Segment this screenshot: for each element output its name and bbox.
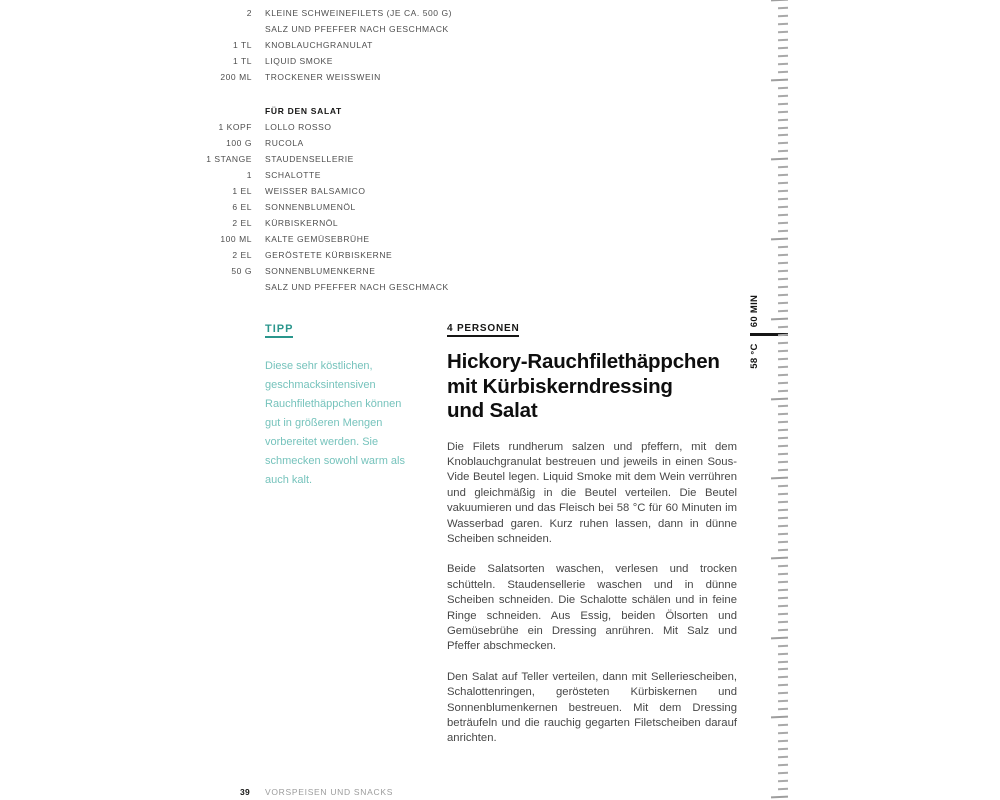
ruler-minor-tick	[778, 461, 788, 463]
ruler-minor-tick	[778, 493, 788, 495]
ruler-minor-tick	[778, 349, 788, 351]
ingredient-row	[130, 231, 460, 247]
instruction-paragraph: Den Salat auf Teller verteilen, dann mit Selleriescheiben, Schalottenringen, gerösteten Kürbiskernen und Sonnenblumenkernen bestreuen. Mit dem Dressing beträufeln und die rauchig gegarten Filetscheiben darauf anrichten.	[447, 670, 737, 745]
ingredient-name: KÜRBISKERNÖL	[265, 218, 339, 228]
ruler-minor-tick	[778, 142, 788, 144]
ruler-minor-tick	[778, 278, 788, 280]
ruler-major-tick	[771, 716, 788, 719]
ingredient-row	[130, 5, 460, 21]
ruler-minor-tick	[778, 286, 788, 288]
ruler-minor-tick	[778, 772, 788, 774]
ruler-minor-tick	[778, 589, 788, 591]
ingredient-quantity: 1 STANGE	[206, 154, 252, 164]
tip-text: Diese sehr köstlichen, geschmacksintensiven Rauchfilethäppchen können gut in größeren Mengen vorbereitet werden. Sie schmecken sowohl warm als auch kalt.	[265, 360, 405, 486]
tip-box	[265, 319, 417, 490]
ingredient-quantity: 1	[246, 170, 252, 180]
ruler-minor-tick	[778, 254, 788, 256]
ruler-minor-tick	[778, 469, 788, 471]
ruler-minor-tick	[778, 182, 788, 184]
ruler-minor-tick	[778, 437, 788, 439]
ruler-minor-tick	[778, 166, 788, 168]
ruler-minor-tick	[778, 668, 788, 670]
ingredient-quantity: 1 TL	[232, 56, 252, 66]
ingredient-group-header: FÜR DEN SALAT	[265, 106, 342, 116]
ingredient-name: STAUDENSELLERIE	[265, 154, 354, 164]
ruler-minor-tick	[778, 381, 788, 383]
ruler-minor-tick	[778, 620, 788, 622]
ruler-minor-tick	[778, 429, 788, 431]
ruler-minor-tick	[778, 365, 788, 367]
ingredient-name: TROCKENER WEISSWEIN	[265, 72, 381, 82]
recipe-title	[447, 350, 737, 424]
ruler-minor-tick	[778, 190, 788, 192]
ingredient-row	[130, 119, 460, 135]
ingredient-row	[130, 247, 460, 263]
ruler-major-tick	[771, 158, 788, 161]
ingredient-quantity: 1 KOPF	[218, 122, 252, 132]
ingredient-row	[130, 279, 460, 295]
ruler-minor-tick	[778, 780, 788, 782]
ingredient-name: SALZ UND PFEFFER NACH GESCHMACK	[265, 24, 449, 34]
ruler-minor-tick	[778, 684, 788, 686]
ingredient-row	[130, 151, 460, 167]
ruler-minor-tick	[778, 230, 788, 232]
ruler-minor-tick	[778, 270, 788, 272]
ingredient-row	[130, 37, 460, 53]
ruler-minor-tick	[778, 788, 788, 790]
ruler-minor-tick	[778, 326, 788, 328]
ruler-minor-tick	[778, 700, 788, 702]
ruler-major-tick	[771, 477, 788, 480]
ruler-minor-tick	[778, 644, 788, 646]
ruler-minor-tick	[778, 724, 788, 726]
ingredient-quantity: 100 ML	[220, 234, 252, 244]
ruler-minor-tick	[778, 134, 788, 136]
ingredient-quantity	[130, 279, 252, 295]
ingredient-quantity: 2 EL	[232, 250, 252, 260]
recipe-title-line: mit Kürbiskerndressing	[447, 374, 673, 398]
ruler-minor-tick	[778, 373, 788, 375]
ruler-minor-tick	[778, 405, 788, 407]
ingredient-name: KALTE GEMÜSEBRÜHE	[265, 234, 370, 244]
ruler-minor-tick	[778, 748, 788, 750]
ruler-minor-tick	[778, 660, 788, 662]
ruler-minor-tick	[778, 86, 788, 88]
ruler-minor-tick	[778, 485, 788, 487]
ruler-major-tick	[771, 0, 788, 1]
instruction-paragraph: Die Filets rundherum salzen und pfeffern, mit dem Knoblauchgranulat bestreuen und jeweils in einen Sous-Vide Beutel legen. Liquid Smoke mit dem Wein verrühren und gleichmäßig in die Beutel verteilen. Die Beutel vakuumieren und das Fleisch bei 58 °C für 60 Minuten im Wasserbad garen. Kurz ruhen lassen, dann in dünne Scheiben schneiden.	[447, 440, 737, 545]
ruler-minor-tick	[778, 47, 788, 49]
ruler-major-tick	[771, 397, 788, 400]
ruler-minor-tick	[778, 71, 788, 73]
ruler-minor-tick	[778, 676, 788, 678]
recipe-instructions	[447, 440, 737, 747]
ingredient-quantity: 2	[246, 8, 252, 18]
ingredient-name: KLEINE SCHWEINEFILETS (JE CA. 500 G)	[265, 8, 453, 18]
instruction-paragraph: Beide Salatsorten waschen, verlesen und trocken schütteln. Staudensellerie waschen und in dünne Scheiben schneiden. Die Schalotte schälen und in feine Ringe schneiden. Aus Essig, beiden Ölsorten und Gemüsebrühe ein Dressing anrühren. Mit Salz und Pfeffer abschmecken.	[447, 563, 737, 653]
ruler-minor-tick	[778, 262, 788, 264]
ruler-minor-tick	[778, 118, 788, 120]
ingredient-row	[130, 199, 460, 215]
page-number: 39	[240, 787, 251, 797]
temperature-label: 58 °C	[749, 343, 760, 369]
ruler-minor-tick	[778, 389, 788, 391]
ruler-minor-tick	[778, 597, 788, 599]
ingredient-row	[130, 263, 460, 279]
ruler-minor-tick	[778, 214, 788, 216]
ruler-minor-tick	[778, 23, 788, 25]
recipe-title-line: Hickory-Rauchfilethäppchen	[447, 350, 720, 373]
ingredient-quantity: 2 EL	[232, 218, 252, 228]
ingredient-quantity: 6 EL	[232, 202, 252, 212]
ingredient-quantity: 1 EL	[232, 186, 252, 196]
ingredient-row	[130, 21, 460, 37]
ruler-ticks	[771, 0, 788, 800]
ruler-minor-tick	[778, 31, 788, 33]
ruler-minor-tick	[778, 732, 788, 734]
ruler-minor-tick	[778, 310, 788, 312]
ruler-major-tick	[771, 238, 788, 241]
ruler-minor-tick	[778, 692, 788, 694]
ruler-minor-tick	[778, 102, 788, 104]
ruler-minor-tick	[778, 206, 788, 208]
ruler-minor-tick	[778, 573, 788, 575]
ingredient-name: LIQUID SMOKE	[265, 56, 334, 66]
chapter-label: VORSPEISEN UND SNACKS	[265, 787, 394, 797]
ruler-minor-tick	[778, 294, 788, 296]
ruler-minor-tick	[778, 55, 788, 57]
ingredient-quantity	[130, 21, 252, 37]
servings-label: 4 PERSONEN	[447, 323, 519, 337]
ruler-minor-tick	[778, 549, 788, 551]
ingredient-quantity: 1 TL	[232, 40, 252, 50]
ruler-minor-tick	[778, 150, 788, 152]
ruler-major-tick	[771, 78, 788, 81]
ruler-minor-tick	[778, 501, 788, 503]
ingredient-row	[130, 53, 460, 69]
ingredients-list	[130, 5, 460, 295]
ingredient-name: SONNENBLUMENKERNE	[265, 266, 376, 276]
ruler-minor-tick	[778, 222, 788, 224]
ruler-minor-tick	[778, 533, 788, 535]
ruler-minor-tick	[778, 708, 788, 710]
ingredient-name: KNOBLAUCHGRANULAT	[265, 40, 373, 50]
ingredient-name: SCHALOTTE	[265, 170, 321, 180]
ruler-minor-tick	[778, 198, 788, 200]
ruler-minor-tick	[778, 302, 788, 304]
ruler-minor-tick	[778, 453, 788, 455]
tip-heading: TIPP	[265, 323, 293, 338]
ingredient-name: WEISSER BALSAMICO	[265, 186, 366, 196]
ruler-minor-tick	[778, 94, 788, 96]
ingredient-quantity: 50 G	[231, 266, 252, 276]
ruler-minor-tick	[778, 509, 788, 511]
ruler-minor-tick	[778, 525, 788, 527]
ingredient-name: SALZ UND PFEFFER NACH GESCHMACK	[265, 282, 449, 292]
ruler-major-tick	[771, 317, 788, 320]
ruler-minor-tick	[778, 652, 788, 654]
ingredient-row	[130, 167, 460, 183]
ruler-minor-tick	[778, 341, 788, 343]
ruler-minor-tick	[778, 7, 788, 9]
ruler-minor-tick	[778, 740, 788, 742]
ingredient-row	[130, 215, 460, 231]
ruler-minor-tick	[778, 605, 788, 607]
ruler-minor-tick	[778, 334, 788, 336]
recipe-column	[447, 318, 737, 747]
ruler-minor-tick	[778, 246, 788, 248]
ingredient-row	[130, 135, 460, 151]
ruler-minor-tick	[778, 39, 788, 41]
ingredient-name: GERÖSTETE KÜRBISKERNE	[265, 250, 393, 260]
ruler-minor-tick	[778, 445, 788, 447]
ruler-minor-tick	[778, 541, 788, 543]
ruler-minor-tick	[778, 126, 788, 128]
ruler-minor-tick	[778, 756, 788, 758]
ruler-minor-tick	[778, 357, 788, 359]
ruler-minor-tick	[778, 15, 788, 17]
ruler-minor-tick	[778, 110, 788, 112]
recipe-title-line: und Salat	[447, 399, 538, 422]
ruler-minor-tick	[778, 517, 788, 519]
ingredient-name: LOLLO ROSSO	[265, 122, 332, 132]
ingredient-quantity: 200 ML	[220, 72, 252, 82]
ruler-minor-tick	[778, 174, 788, 176]
ruler-major-tick	[771, 557, 788, 560]
ingredient-row	[130, 69, 460, 85]
ruler-minor-tick	[778, 581, 788, 583]
ingredient-name: RUCOLA	[265, 138, 304, 148]
ruler-minor-tick	[778, 413, 788, 415]
ruler-minor-tick	[778, 565, 788, 567]
ruler-major-tick	[771, 796, 788, 799]
ingredient-quantity: 100 G	[226, 138, 252, 148]
ingredient-group	[130, 103, 460, 295]
ingredient-row	[130, 183, 460, 199]
ingredient-group	[130, 5, 460, 85]
ruler-minor-tick	[778, 421, 788, 423]
ruler-major-tick	[771, 636, 788, 639]
ingredient-name: SONNENBLUMENÖL	[265, 202, 356, 212]
ruler-minor-tick	[778, 612, 788, 614]
ruler-minor-tick	[778, 628, 788, 630]
ruler-minor-tick	[778, 764, 788, 766]
duration-label: 60 MIN	[749, 294, 760, 328]
ruler-minor-tick	[778, 63, 788, 65]
